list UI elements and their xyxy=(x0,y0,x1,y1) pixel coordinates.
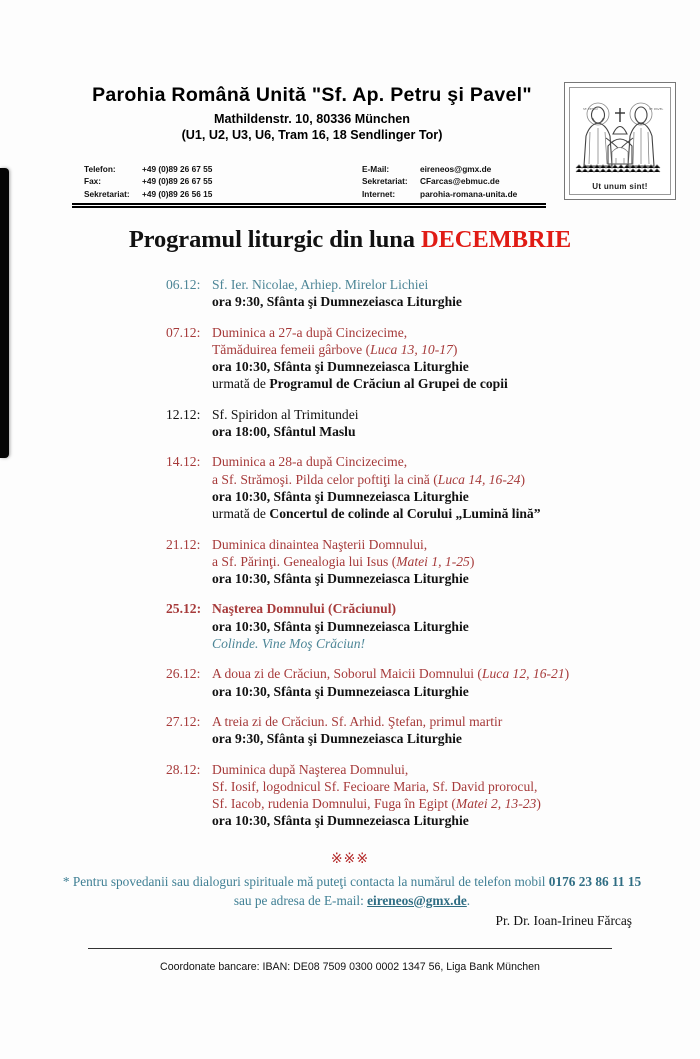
priest-signature: Pr. Dr. Ioan-Irineu Fărcaş xyxy=(495,913,632,928)
contact-column-phone xyxy=(72,163,362,200)
schedule-entry-indent xyxy=(166,505,212,522)
parish-logo xyxy=(564,82,676,200)
contact-label: Fax: xyxy=(84,176,102,187)
schedule-entry-line xyxy=(166,505,636,522)
schedule-entry-line xyxy=(166,713,636,730)
schedule-entry-line xyxy=(166,553,636,570)
schedule-entry-date: 27.12: xyxy=(166,713,201,729)
text-segment: ora 10:30, Sfânta şi Dumnezeiasca Liturghie xyxy=(212,571,469,587)
schedule-entry-text xyxy=(212,324,636,341)
schedule-entry-date: 14.12: xyxy=(166,454,201,470)
schedule-entry-text xyxy=(212,276,636,293)
contact-value: CFarcas@ebmuc.de xyxy=(420,176,500,187)
schedule-entry-text xyxy=(212,635,636,652)
schedule-entry-date: 26.12: xyxy=(166,666,201,682)
contact-value: +49 (0)89 26 67 55 xyxy=(142,176,213,187)
schedule-entry-line xyxy=(166,453,636,470)
bank-details: Coordonate bancare: IBAN: DE08 7509 0300 0002 1347 56, Liga Bank München xyxy=(160,961,540,973)
page-title xyxy=(0,226,700,254)
schedule-entry-text xyxy=(212,600,636,617)
schedule-entry-text xyxy=(212,341,636,358)
contact-label: Sekretariat: xyxy=(362,176,408,187)
saints-peter-and-paul-icon xyxy=(570,88,670,194)
schedule-entry-line xyxy=(166,293,636,310)
schedule-entry-line xyxy=(166,683,636,700)
schedule-entry-indent xyxy=(166,293,212,310)
schedule-entry-text xyxy=(212,761,636,778)
contact-label: Internet: xyxy=(362,188,396,199)
text-segment: Naşterea Domnului (Crăciunul) xyxy=(212,601,397,617)
schedule-entry-indent xyxy=(166,730,212,747)
confession-note xyxy=(62,873,642,910)
text-segment: ora 10:30, Sfânta şi Dumnezeiasca Liturghie xyxy=(212,359,469,375)
logo-motto: Ut unum sint! xyxy=(592,182,648,191)
schedule-entry-text xyxy=(212,618,636,635)
schedule-entry-line xyxy=(166,635,636,652)
schedule-entry-text xyxy=(212,536,636,553)
schedule-entry xyxy=(166,665,636,700)
schedule-entry-line xyxy=(166,778,636,795)
text-segment: A doua zi de Crăciun, Soborul Maicii Domnului ( xyxy=(212,666,482,682)
schedule-entry-line xyxy=(166,423,636,440)
scan-edge-artifact xyxy=(0,168,9,458)
schedule-entry-line xyxy=(166,341,636,358)
schedule-entry-date: 12.12: xyxy=(166,406,201,422)
text-segment: Duminica dinaintea Naşterii Domnului, xyxy=(212,536,428,552)
schedule-entry-indent xyxy=(166,341,212,358)
organization-address-line1: Mathildenstr. 10, 80336 München xyxy=(214,112,410,126)
text-segment: Tămăduirea femeii gârbove ( xyxy=(212,341,371,357)
text-segment: urmată de xyxy=(212,376,270,392)
svg-text:SF. PAVEL: SF. PAVEL xyxy=(649,107,664,111)
schedule-entry-text xyxy=(212,812,636,829)
schedule-entry xyxy=(166,324,636,393)
schedule-entry-text xyxy=(212,730,636,747)
schedule-entry-text xyxy=(212,553,636,570)
schedule-entry-line xyxy=(166,406,636,423)
schedule-entry-text xyxy=(212,570,636,587)
text-segment: Sf. Iacob, rudenia Domnului, Fuga în Egipt ( xyxy=(212,796,456,812)
contact-row xyxy=(84,175,362,187)
schedule-entry-line xyxy=(166,795,636,812)
contact-value: +49 (0)89 26 67 55 xyxy=(142,164,213,174)
text-segment: urmată de xyxy=(212,506,270,522)
text-segment: Matei 2, 13-23 xyxy=(455,796,537,812)
schedule-entry-indent xyxy=(166,553,212,570)
text-segment: a Sf. Strămoşi. Pilda celor poftiţi la cină ( xyxy=(212,471,438,487)
text-segment: ora 9:30, Sfânta şi Dumnezeiasca Liturghie xyxy=(212,294,462,310)
confession-note-email-link[interactable]: eireneos@gmx.de xyxy=(367,892,467,908)
contact-value: parohia-romana-unita.de xyxy=(420,188,518,199)
confession-note-text-1: * Pentru spovedanii sau dialoguri spirituale mă puteţi contacta la numărul de telefon mobil xyxy=(62,874,549,889)
schedule-entry xyxy=(166,536,636,588)
schedule-entry-text xyxy=(212,358,636,375)
schedule-entry-text xyxy=(212,665,636,682)
letterhead xyxy=(72,84,628,144)
text-segment: Colinde. Vine Moş Crăciun! xyxy=(212,636,366,652)
schedule-entry-line xyxy=(166,618,636,635)
schedule-entry xyxy=(166,761,636,830)
contact-block xyxy=(72,163,628,200)
schedule-entry-indent xyxy=(166,635,212,652)
page-title-month: DECEMBRIE xyxy=(420,226,572,253)
schedule-entry-indent xyxy=(166,812,212,829)
contact-row xyxy=(84,188,362,200)
schedule-entry-text xyxy=(212,713,636,730)
svg-text:SF. PETRU: SF. PETRU xyxy=(583,107,598,111)
schedule-entry-indent xyxy=(166,778,212,795)
schedule-entry-line xyxy=(166,358,636,375)
text-segment: ) xyxy=(520,471,525,487)
page-title-prefix: Programul liturgic din luna xyxy=(128,226,421,253)
schedule-entry-indent xyxy=(166,471,212,488)
text-segment: A treia zi de Crăciun. Sf. Arhid. Ştefan, primul martir xyxy=(212,713,503,729)
text-segment: ora 18:00, Sfântul Maslu xyxy=(212,424,356,440)
ornament-separator: ※※※ xyxy=(330,851,370,867)
schedule-entry-text xyxy=(212,423,636,440)
schedule-entry-line xyxy=(166,761,636,778)
schedule-entry-date: 21.12: xyxy=(166,536,201,552)
header-divider xyxy=(72,203,546,208)
text-segment: ora 9:30, Sfânta şi Dumnezeiasca Liturghie xyxy=(212,731,462,747)
text-segment: Programul de Crăciun al Grupei de copii xyxy=(269,376,508,392)
text-segment: Luca 14, 16-24 xyxy=(437,471,521,487)
text-segment: ora 10:30, Sfânta şi Dumnezeiasca Liturghie xyxy=(212,683,469,699)
schedule-entry-indent xyxy=(166,618,212,635)
schedule-entry-indent xyxy=(166,570,212,587)
schedule-entry-indent xyxy=(166,683,212,700)
footer-divider xyxy=(88,948,612,949)
text-segment: Sf. Ier. Nicolae, Arhiep. Mirelor Lichiei xyxy=(212,277,429,292)
contact-label: E-Mail: xyxy=(362,164,390,174)
schedule-entry xyxy=(166,713,636,748)
schedule-entry-line xyxy=(166,276,636,293)
schedule-entry-line xyxy=(166,324,636,341)
schedule-entry-date: 28.12: xyxy=(166,761,201,777)
schedule-entry-date: 06.12: xyxy=(166,277,201,292)
schedule-entry-line xyxy=(166,812,636,829)
text-segment: Luca 12, 16-21 xyxy=(481,666,565,682)
text-segment: ) xyxy=(536,796,541,812)
contact-label: Sekretariat: xyxy=(84,188,130,199)
contact-label: Telefon: xyxy=(84,164,116,174)
schedule-entry xyxy=(166,406,636,441)
text-segment: Matei 1, 1-25 xyxy=(396,553,470,569)
schedule-entry-text xyxy=(212,505,636,522)
contact-value: +49 (0)89 26 56 15 xyxy=(142,188,213,199)
schedule-entry-text xyxy=(212,795,636,812)
text-segment: ) xyxy=(452,341,458,357)
schedule-entry-line xyxy=(166,600,636,617)
confession-note-phone: 0176 23 86 11 15 xyxy=(548,874,642,889)
text-segment: Duminica a 27-a după Cincizecime, xyxy=(212,324,408,340)
schedule-entry-line xyxy=(166,665,636,682)
schedule-entry-text xyxy=(212,471,636,488)
schedule-entry-line xyxy=(166,488,636,505)
schedule-entry xyxy=(166,453,636,522)
schedule-entry-indent xyxy=(166,795,212,812)
text-segment: a Sf. Părinţi. Genealogia lui Isus ( xyxy=(212,553,397,569)
schedule-entry-indent xyxy=(166,375,212,392)
schedule-entry-line xyxy=(166,375,636,392)
schedule-entry-line xyxy=(166,570,636,587)
schedule-entry-indent xyxy=(166,358,212,375)
schedule-entry-text xyxy=(212,293,636,310)
confession-note-text-3: . xyxy=(466,892,471,908)
text-segment: Concertul de colinde al Corului „Lumină lină” xyxy=(269,506,541,522)
schedule-entry-text xyxy=(212,453,636,470)
text-segment: Duminica a 28-a după Cincizecime, xyxy=(212,454,408,470)
text-segment: ora 10:30, Sfânta şi Dumnezeiasca Liturghie xyxy=(212,618,469,634)
text-segment: Sf. Spiridon al Trimitundei xyxy=(212,406,359,422)
schedule-entry-date: 07.12: xyxy=(166,324,201,340)
text-segment: Sf. Iosif, logodnicul Sf. Fecioare Maria, Sf. David prorocul, xyxy=(212,778,538,794)
schedule-entry-text xyxy=(212,683,636,700)
text-segment: Duminica după Naşterea Domnului, xyxy=(212,761,409,777)
schedule-entry-text xyxy=(212,375,636,392)
text-segment: ora 10:30, Sfânta şi Dumnezeiasca Liturghie xyxy=(212,813,469,829)
contact-row xyxy=(84,163,362,175)
schedule-entry xyxy=(166,276,636,311)
schedule-entry-indent xyxy=(166,488,212,505)
schedule-entry-text xyxy=(212,406,636,423)
schedule-entry-text xyxy=(212,778,636,795)
organization-address-line2: (U1, U2, U3, U6, Tram 16, 18 Sendlinger Tor) xyxy=(181,128,443,142)
text-segment: ) xyxy=(564,666,570,682)
text-segment: ora 10:30, Sfânta şi Dumnezeiasca Liturghie xyxy=(212,488,469,504)
schedule-entry-line xyxy=(166,730,636,747)
schedule-entry-indent xyxy=(166,423,212,440)
schedule-entry-line xyxy=(166,536,636,553)
text-segment: ) xyxy=(469,553,475,569)
schedule-entry xyxy=(166,600,636,652)
organization-title: Parohia Română Unită "Sf. Ap. Petru şi Pavel" xyxy=(92,84,532,106)
text-segment: Luca 13, 10-17 xyxy=(370,341,453,357)
schedule-entry-line xyxy=(166,471,636,488)
schedule-entry-date: 25.12: xyxy=(166,601,202,617)
contact-value: eireneos@gmx.de xyxy=(420,164,492,174)
confession-note-text-2: sau pe adresa de E-mail: xyxy=(233,892,368,908)
liturgical-schedule-list xyxy=(166,276,636,843)
schedule-entry-text xyxy=(212,488,636,505)
